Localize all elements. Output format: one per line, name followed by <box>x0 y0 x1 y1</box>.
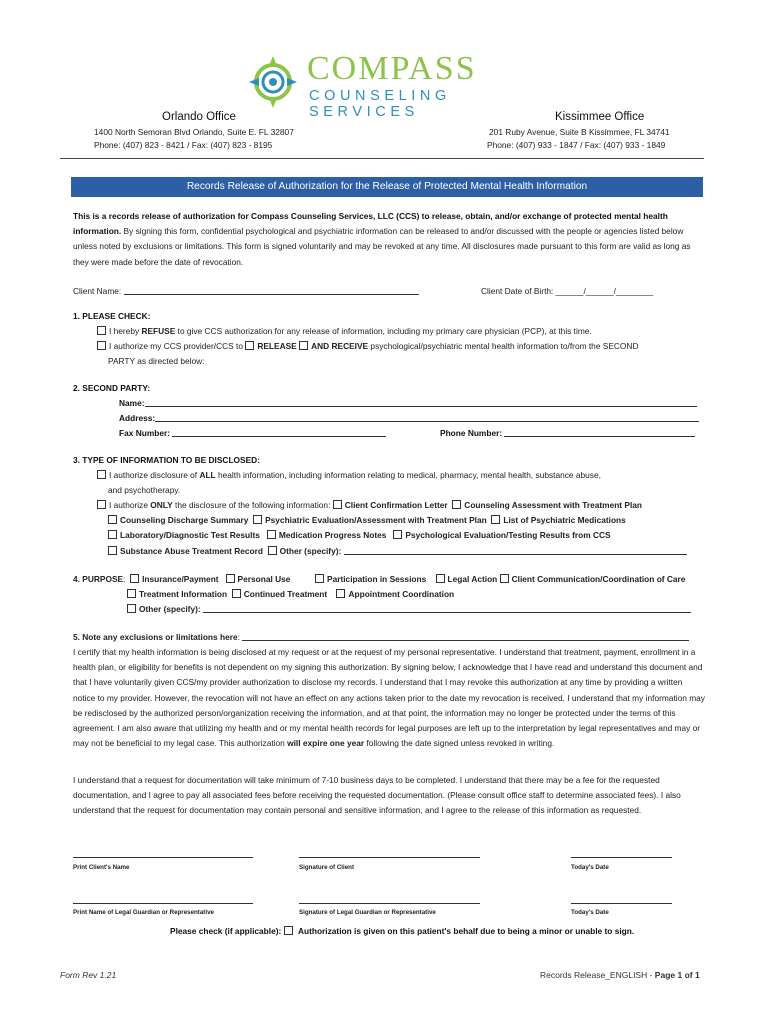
orlando-office-title: Orlando Office <box>162 111 236 123</box>
substance-abuse-label: Substance Abuse Treatment Record <box>120 546 263 556</box>
disclose-all-pre: I authorize disclosure of <box>109 470 200 480</box>
date1-line[interactable] <box>571 857 672 858</box>
certify-expiry: will expire one year <box>287 738 365 749</box>
compass-emblem-icon <box>249 52 301 110</box>
authorize-line2: PARTY as directed below: <box>108 356 205 366</box>
participation-checkbox[interactable] <box>315 574 324 583</box>
orlando-phone: Phone: (407) 823 - 8421 / Fax: (407) 823 - 8195 <box>94 140 273 150</box>
guardian-signature-label: Signature of Legal Guardian or Representative <box>299 909 436 916</box>
second-party-address-field[interactable] <box>155 413 699 422</box>
form-title-banner: Records Release of Authorization for the Release of Protected Mental Health Information <box>71 177 703 197</box>
psychological-evaluation-checkbox[interactable] <box>393 530 402 539</box>
header-divider <box>60 158 704 159</box>
page-number <box>540 970 700 980</box>
refuse-option <box>97 326 592 336</box>
print-client-line[interactable] <box>73 857 253 858</box>
appointment-coordination-checkbox[interactable] <box>336 589 345 598</box>
intro-rest: By signing this form, confidential psychological and psychiatric information can be released to and/or discussed with the people or agencies listed below unless noted by exclusions or limitations. This form is signed voluntarily and may be revoked at any time. All disclosures made pursuant to this form are valid as long as they were made before the date of revocation. <box>73 226 691 267</box>
orlando-address: 1400 North Semoran Blvd Orlando, Suite E. FL 32807 <box>94 127 294 137</box>
second-party-phone-field[interactable] <box>504 428 695 437</box>
section5-title: 5. Note any exclusions or limitations here <box>73 632 238 642</box>
treatment-info-checkbox[interactable] <box>127 589 136 598</box>
date2-line[interactable] <box>571 903 672 904</box>
personal-use-label: Personal Use <box>237 574 291 584</box>
second-party-fax-field[interactable] <box>172 428 386 437</box>
intro-paragraph <box>73 209 705 270</box>
second-party-fax-row <box>119 428 386 438</box>
client-confirmation-checkbox[interactable] <box>333 500 342 509</box>
form-revision: Form Rev 1.21 <box>60 970 117 980</box>
date1-label: Today's Date <box>571 864 609 871</box>
certify-end: following the date signed unless revoked in writing. <box>364 738 555 749</box>
second-party-phone-label: Phone Number: <box>440 428 503 438</box>
print-client-label: Print Client's Name <box>73 864 130 871</box>
purpose-row-2 <box>127 589 454 599</box>
info-other-checkbox[interactable] <box>268 546 277 555</box>
receive-label: AND RECEIVE <box>311 341 369 351</box>
purpose-other-label: Other (specify): <box>139 604 201 614</box>
client-dob-label: Client Date of Birth: <box>481 286 554 296</box>
substance-abuse-checkbox[interactable] <box>108 546 117 555</box>
insurance-label: Insurance/Payment <box>142 574 219 584</box>
purpose-other-field[interactable] <box>203 604 691 613</box>
documentation-paragraph: I understand that a request for documentation will take minimum of 7-10 business days to be completed. I understand that there may be a fee for the requested documentation, and I agree to pay all associated fees before receiving the requested documentation. (Please consult office staff to determine associated fees). I also understand that the request for documentation may contain personal and sensitive information, and I agree to the release of this information as requested. <box>73 775 681 816</box>
second-party-name-row <box>119 398 697 408</box>
medication-notes-checkbox[interactable] <box>267 530 276 539</box>
release-checkbox[interactable] <box>245 341 254 350</box>
insurance-checkbox[interactable] <box>130 574 139 583</box>
psychiatric-medications-label: List of Psychiatric Medications <box>503 515 626 525</box>
disclose-only-post: the disclosure of the following information: <box>172 500 331 510</box>
section3-title: 3. TYPE OF INFORMATION TO BE DISCLOSED: <box>73 455 260 465</box>
client-signature-label: Signature of Client <box>299 864 355 871</box>
refuse-text-bold: REFUSE <box>141 326 176 336</box>
treatment-info-label: Treatment Information <box>139 589 228 599</box>
minor-row <box>170 926 634 936</box>
info-other-field[interactable] <box>344 546 687 555</box>
kissimmee-phone: Phone: (407) 933 - 1847 / Fax: (407) 933 - 1849 <box>487 140 666 150</box>
minor-checkbox[interactable] <box>284 926 293 935</box>
client-name-row <box>73 286 419 296</box>
second-party-address-label: Address: <box>119 413 156 423</box>
info-row-3 <box>108 546 687 556</box>
medication-notes-label: Medication Progress Notes <box>278 530 387 540</box>
psychiatric-medications-checkbox[interactable] <box>491 515 500 524</box>
page-number-pre: Records Release_ENGLISH - <box>540 970 655 980</box>
disclose-all-option <box>97 470 601 480</box>
purpose-row-3 <box>127 604 691 614</box>
personal-use-checkbox[interactable] <box>226 574 235 583</box>
disclose-only-pre: I authorize <box>109 500 151 510</box>
lab-results-checkbox[interactable] <box>108 530 117 539</box>
disclose-all-post: health information, including information relating to medical, pharmacy, mental health, substance abuse, <box>215 470 601 480</box>
minor-pre: Please check (if applicable): <box>170 926 282 936</box>
certify-paragraph <box>73 645 705 751</box>
certify-text: I certify that my health information is being disclosed at my request or at the request of my personal representative. I understand that treatment, payment, enrollment in a health plan, or eligibility for benefits is not dependent on my signing this authorization. By signing below, I acknowledge that I have read and understand this document and that I have voluntarily given CCS/my provider authorization to disclose my records. I understand that I may revoke this authorization at any time by providing a written notice to my provider. However, the revocation will not have an effect on any actions taken prior to the date my revocation is received. I understand that my information may be redisclosed by the authorized person/organization receiving the information, and at that point, the information may no longer be protected under the terms of this agreement. I am also aware that utilizing my health and or my mental health records for legal purposes are left up to the interpretation by legal representatives and may or may not be beneficial to my legal case. This authorization <box>73 647 705 749</box>
release-label: RELEASE <box>257 341 297 351</box>
disclose-all-checkbox[interactable] <box>97 470 106 479</box>
disclose-only-checkbox[interactable] <box>97 500 106 509</box>
disclose-only-option <box>97 500 642 510</box>
second-party-fax-label: Fax Number: <box>119 428 170 438</box>
logo-word-compass: COMPASS <box>307 50 477 87</box>
psychological-evaluation-label: Psychological Evaluation/Testing Results from CCS <box>405 530 611 540</box>
second-party-name-field[interactable] <box>145 398 697 407</box>
info-other-label: Other (specify): <box>279 546 342 556</box>
receive-checkbox[interactable] <box>299 341 308 350</box>
compass-logo <box>249 50 524 120</box>
section2-title: 2. SECOND PARTY: <box>73 383 151 393</box>
logo-word-counseling: COUNSELING SERVICES <box>309 88 451 120</box>
counseling-assessment-label: Counseling Assessment with Treatment Plan <box>464 500 643 510</box>
refuse-checkbox[interactable] <box>97 326 106 335</box>
client-communication-checkbox[interactable] <box>500 574 509 583</box>
authorize-text-post: psychological/psychiatric mental health information to/from the SECOND <box>368 341 639 351</box>
purpose-row-1: 4. PURPOSE: Insurance/Payment Personal Use <box>73 574 291 584</box>
client-name-label: Client Name: <box>73 286 122 296</box>
kissimmee-office-title: Kissimmee Office <box>555 111 645 123</box>
section4-title: 4. PURPOSE <box>73 574 124 584</box>
continued-treatment-checkbox[interactable] <box>232 589 241 598</box>
purpose-row-1b <box>315 574 685 584</box>
info-row-2 <box>108 530 611 540</box>
client-name-field[interactable] <box>124 286 419 295</box>
print-guardian-line[interactable] <box>73 903 253 904</box>
psychiatric-evaluation-checkbox[interactable] <box>253 515 262 524</box>
purpose-other-checkbox[interactable] <box>127 604 136 613</box>
guardian-signature-line[interactable] <box>299 903 480 904</box>
legal-action-label: Legal Action <box>447 574 498 584</box>
info-row-1 <box>108 515 626 525</box>
disclose-all-bold: ALL <box>199 470 216 480</box>
discharge-summary-checkbox[interactable] <box>108 515 117 524</box>
section5-row: 5. Note any exclusions or limitations here: <box>73 632 689 642</box>
date2-label: Today's Date <box>571 909 609 916</box>
discharge-summary-label: Counseling Discharge Summary <box>120 515 249 525</box>
appointment-coordination-label: Appointment Coordination <box>348 589 455 599</box>
client-dob-row <box>481 286 653 296</box>
second-party-address-row <box>119 413 699 423</box>
authorize-text-pre: I authorize my CCS provider/CCS to <box>109 341 246 351</box>
authorize-option <box>97 341 638 351</box>
page-number-bold: Page 1 of 1 <box>654 970 700 980</box>
client-communication-label: Client Communication/Coordination of Care <box>511 574 686 584</box>
client-dob-field[interactable]: ______/______/________ <box>555 286 654 296</box>
intro-bold: This is a records release of authorization for Compass Counseling Services, LLC (CCS) to release, obtain, and/or exchange of protected mental health information. <box>73 211 668 237</box>
exclusions-field[interactable] <box>242 632 689 641</box>
lab-results-label: Laboratory/Diagnostic Test Results <box>120 530 260 540</box>
participation-label: Participation in Sessions <box>327 574 427 584</box>
section1-title: 1. PLEASE CHECK: <box>73 311 151 321</box>
refuse-text-pre: I hereby <box>109 326 142 336</box>
psychiatric-evaluation-label: Psychiatric Evaluation/Assessment with Treatment Plan <box>265 515 487 525</box>
client-signature-line[interactable] <box>299 857 480 858</box>
authorize-checkbox[interactable] <box>97 341 106 350</box>
continued-treatment-label: Continued Treatment <box>243 589 328 599</box>
disclose-only-bold: ONLY <box>150 500 173 510</box>
second-party-name-label: Name: <box>119 398 145 408</box>
client-confirmation-label: Client Confirmation Letter <box>344 500 448 510</box>
second-party-phone-row <box>440 428 695 438</box>
counseling-assessment-checkbox[interactable] <box>452 500 461 509</box>
print-guardian-label: Print Name of Legal Guardian or Representative <box>73 909 214 916</box>
disclose-all-line2: and psychotherapy. <box>108 485 181 495</box>
minor-text: Authorization is given on this patient's behalf due to being a minor or unable to sign. <box>297 926 635 936</box>
legal-action-checkbox[interactable] <box>436 574 445 583</box>
refuse-text-post: to give CCS authorization for any release of information, including my primary care physician (PCP), at this time. <box>175 326 592 336</box>
kissimmee-address: 201 Ruby Avenue, Suite B Kissimmee, FL 34741 <box>489 127 670 137</box>
